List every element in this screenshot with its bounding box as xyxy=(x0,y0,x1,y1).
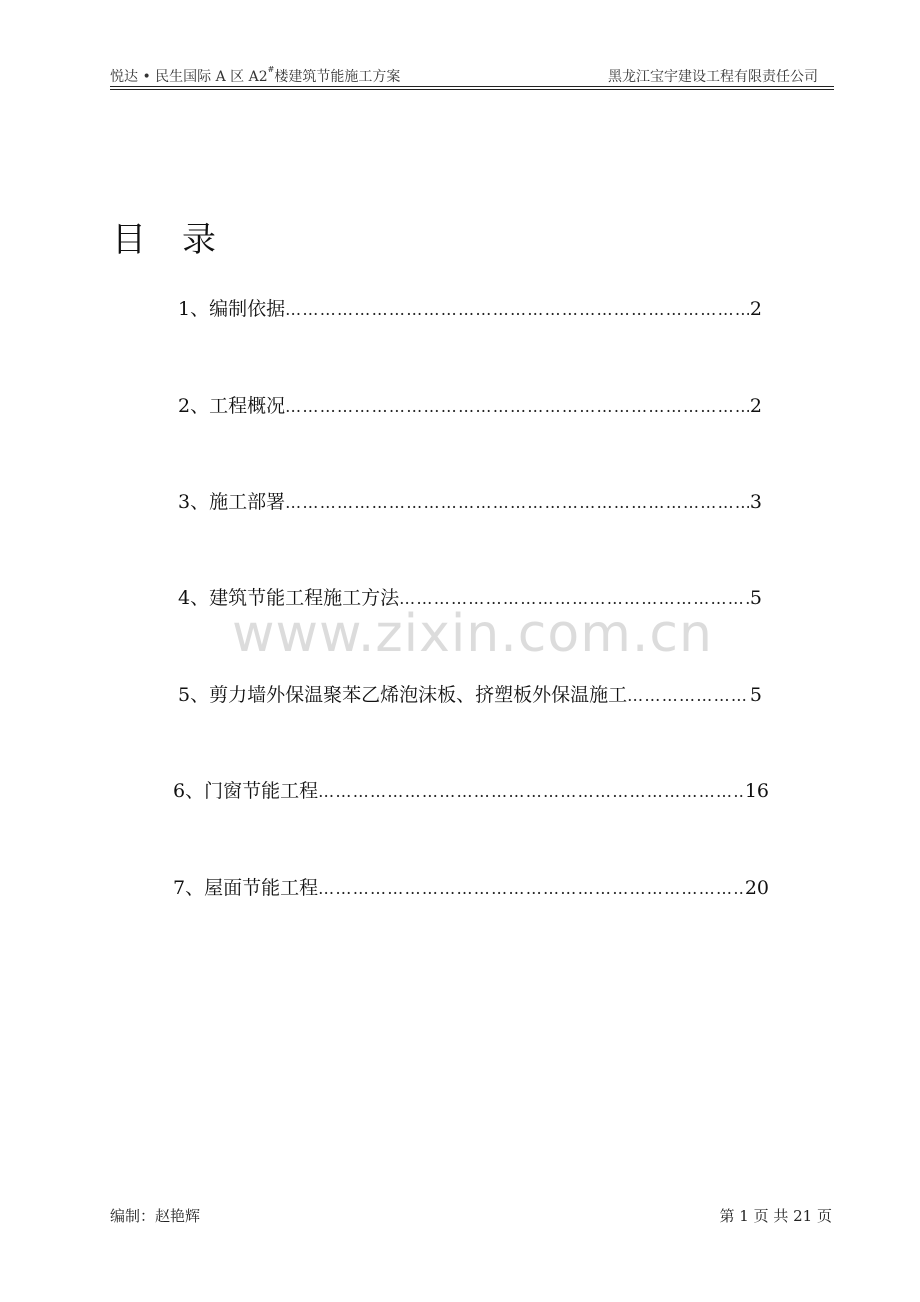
toc-dot-leader xyxy=(285,300,749,319)
toc-item-label: 1、编制依据 xyxy=(178,298,286,320)
page-header xyxy=(110,66,834,88)
toc-item-3[interactable] xyxy=(178,487,762,515)
toc-item-label: 3、施工部署 xyxy=(178,491,286,513)
page-footer xyxy=(110,1205,834,1227)
toc-item-1[interactable] xyxy=(178,294,762,322)
toc-item-page: 20 xyxy=(744,877,769,899)
toc-dot-leader xyxy=(318,782,744,801)
toc-title: 目录 xyxy=(112,220,252,260)
toc-item-page: 5 xyxy=(749,587,762,609)
header-rule-thin xyxy=(110,89,834,90)
toc-item-6[interactable] xyxy=(173,776,769,804)
toc-item-label: 2、工程概况 xyxy=(178,395,286,417)
toc-item-label: 7、屋面节能工程 xyxy=(173,877,319,899)
toc-item-2[interactable] xyxy=(178,391,762,419)
toc-item-page: 3 xyxy=(749,491,762,513)
toc-dot-leader xyxy=(318,879,744,898)
toc-item-page: 16 xyxy=(744,780,769,802)
toc-item-page: 2 xyxy=(749,298,762,320)
toc-dot-leader xyxy=(627,686,749,705)
toc-item-5[interactable] xyxy=(178,680,762,708)
toc-dot-leader xyxy=(285,397,749,416)
footer-author: 编制：赵艳辉 xyxy=(110,1207,201,1225)
toc-item-label: 5、剪力墙外保温聚苯乙烯泡沫板、挤塑板外保温施工 xyxy=(178,684,628,706)
toc-item-page: 5 xyxy=(749,684,762,706)
toc-item-label: 6、门窗节能工程 xyxy=(173,780,319,802)
header-project-title: 悦达 • 民生国际 A 区 A2#楼建筑节能施工方案 xyxy=(110,65,401,85)
header-rule xyxy=(110,86,834,87)
footer-page-number: 第 1 页 共 21 页 xyxy=(719,1207,832,1225)
toc-item-7[interactable] xyxy=(173,873,769,901)
toc-dot-leader xyxy=(285,493,749,512)
header-company-name: 黑龙江宝宇建设工程有限责任公司 xyxy=(608,69,818,85)
watermark: www.zixin.com.cn xyxy=(232,604,713,664)
toc-item-page: 2 xyxy=(749,395,762,417)
toc-item-label: 4、建筑节能工程施工方法 xyxy=(178,587,400,609)
